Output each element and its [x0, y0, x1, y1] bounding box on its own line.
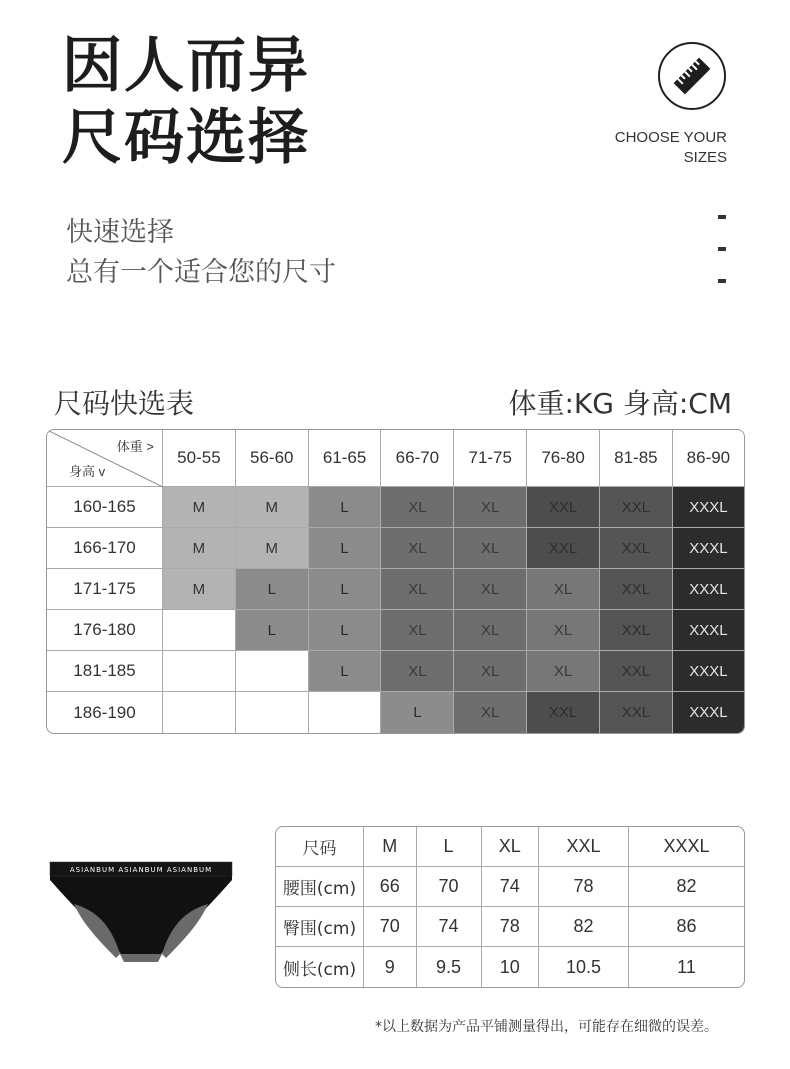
weight-header-cell: 61-65 [309, 430, 382, 487]
decor-dash [718, 279, 726, 283]
size-cell: XL [381, 569, 454, 610]
height-label: 160-165 [47, 487, 163, 528]
intro-line2: 总有一个适合您的尺寸 [66, 257, 336, 288]
size-cell: XXXL [673, 528, 744, 569]
measurement-label: 侧长(cm) [276, 947, 364, 987]
measurement-label: 臀围(cm) [276, 907, 364, 947]
size-header-row [276, 827, 744, 867]
size-cell: XL [454, 569, 527, 610]
brand-label: ASIANBUM ASIANBUM ASIANBUM [69, 866, 213, 874]
size-cell: XXL [600, 692, 673, 733]
weight-header-row [47, 430, 744, 487]
size-cell: XL [454, 487, 527, 528]
badge-caption [615, 128, 727, 168]
size-cell: XXL [600, 610, 673, 651]
empty-cell [163, 651, 236, 692]
size-cell: XL [381, 528, 454, 569]
decor-dash [718, 215, 726, 219]
ruler-icon [670, 54, 714, 98]
measurement-value: 10 [482, 947, 540, 987]
measurement-value: 11 [677, 956, 696, 977]
measurement-value: 70 [364, 907, 417, 947]
size-cell: XL [527, 610, 600, 651]
measurement-value: 70 [417, 867, 482, 907]
table-row [47, 528, 744, 569]
size-badge [658, 42, 726, 110]
size-cell: XXXL [673, 610, 744, 651]
size-cell: XL [454, 528, 527, 569]
size-cell: M [163, 487, 236, 528]
size-cell: XL [454, 610, 527, 651]
table-row [47, 569, 744, 610]
caption-line2: SIZES [683, 149, 727, 166]
size-cell: L [309, 528, 382, 569]
size-cell: XXXL [673, 487, 744, 528]
page-title-line1: 因人而异 [62, 31, 310, 101]
measurement-value: 10.5 [539, 947, 629, 987]
size-cell: XL [381, 651, 454, 692]
measurement-value: 78 [539, 867, 629, 907]
measurement-value: 66 [364, 867, 417, 907]
size-cell: XXL [527, 692, 600, 733]
size-cell: XXXL [673, 651, 744, 692]
size-header-cell: L [417, 827, 482, 867]
weight-header-cell: 66-70 [381, 430, 454, 487]
size-cell: L [309, 487, 382, 528]
size-cell: L [309, 569, 382, 610]
measurement-value: 86 [629, 907, 744, 947]
size-cell: L [236, 610, 309, 651]
height-label: 181-185 [47, 651, 163, 692]
measurement-value: 74 [482, 867, 540, 907]
size-header-cell: XXXL [629, 827, 744, 867]
corner-weight-label: 体重 > [116, 439, 154, 454]
empty-cell [163, 610, 236, 651]
weight-header-cell: 81-85 [600, 430, 673, 487]
size-cell: XL [527, 569, 600, 610]
table-row [276, 947, 744, 987]
caption-line1: CHOOSE YOUR [614, 129, 727, 146]
product-image [46, 858, 236, 964]
weight-header-cell: 71-75 [454, 430, 527, 487]
measurement-value: 82 [629, 867, 744, 907]
size-cell: XXXL [673, 569, 744, 610]
size-cell: XL [454, 651, 527, 692]
empty-cell [163, 692, 236, 733]
size-header-cell: XL [482, 827, 540, 867]
size-cell: L [309, 651, 382, 692]
measurement-value: 9.5 [417, 947, 482, 987]
size-cell: XXL [527, 487, 600, 528]
measurement-table [275, 826, 745, 988]
height-label: 166-170 [47, 528, 163, 569]
disclaimer-note: *以上数据为产品平铺测量得出，可能存在细微的误差。 [375, 1019, 718, 1035]
size-cell: XXL [600, 569, 673, 610]
size-cell: XXL [527, 528, 600, 569]
size-quick-table [46, 429, 745, 734]
size-cell: L [236, 569, 309, 610]
corner-cell [47, 430, 163, 487]
weight-header-cell: 86-90 [673, 430, 744, 487]
size-header-cell: M [364, 827, 417, 867]
size-cell: M [163, 528, 236, 569]
table-row [276, 907, 744, 947]
quick-table-units: 体重:KG 身高:CM [508, 387, 732, 420]
decor-dash [718, 247, 726, 251]
size-cell: XL [454, 692, 527, 733]
size-cell: XL [381, 610, 454, 651]
size-cell: M [236, 528, 309, 569]
measurement-value: 82 [539, 907, 629, 947]
corner-height-label: 身高 v [69, 464, 106, 479]
page-title-line2: 尺码选择 [62, 103, 310, 173]
intro-line1: 快速选择 [66, 217, 174, 248]
empty-cell [236, 692, 309, 733]
size-cell: L [309, 610, 382, 651]
table-row [47, 692, 744, 733]
weight-header-cell: 56-60 [236, 430, 309, 487]
height-label: 176-180 [47, 610, 163, 651]
measurement-value: 74 [417, 907, 482, 947]
height-label: 186-190 [47, 692, 163, 733]
size-header-label: 尺码 [276, 827, 364, 867]
empty-cell [309, 692, 382, 733]
size-cell: M [236, 487, 309, 528]
measurement-value: 78 [482, 907, 540, 947]
size-cell: XL [527, 651, 600, 692]
weight-header-cell: 50-55 [163, 430, 236, 487]
table-row [47, 610, 744, 651]
size-cell: XXL [600, 487, 673, 528]
size-cell: XXL [600, 528, 673, 569]
size-header-cell: XXL [539, 827, 629, 867]
size-cell: XXL [600, 651, 673, 692]
empty-cell [236, 651, 309, 692]
table-row [47, 487, 744, 528]
size-cell: L [381, 692, 454, 733]
size-cell: XXXL [673, 692, 744, 733]
height-label: 171-175 [47, 569, 163, 610]
weight-header-cell: 76-80 [527, 430, 600, 487]
size-cell: M [163, 569, 236, 610]
size-cell: XL [381, 487, 454, 528]
table-row [47, 651, 744, 692]
table-row [276, 867, 744, 907]
measurement-label: 腰围(cm) [276, 867, 364, 907]
quick-table-title: 尺码快选表 [54, 387, 195, 420]
measurement-value: 9 [364, 947, 417, 987]
